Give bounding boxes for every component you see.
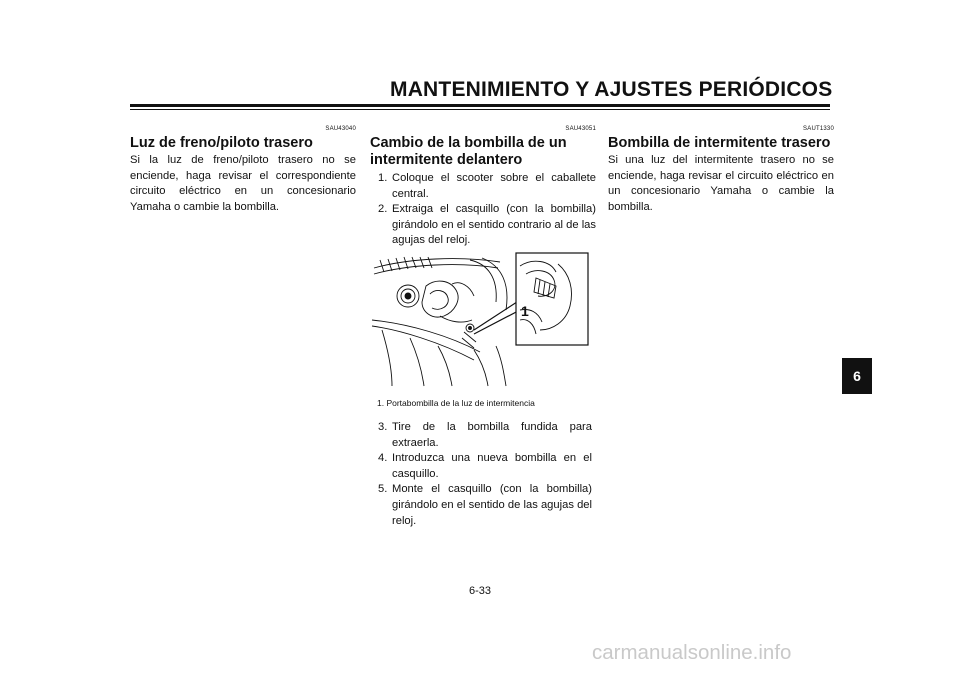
section-body: Si la luz de freno/piloto trasero no se enciende, haga revisar el correspondiente circuito eléctrico en un concesionario Yamaha o cambie la bombilla.: [130, 154, 356, 213]
steps-list: [370, 420, 592, 529]
step-text: Monte el casquillo (con la bombilla) girándolo en el sentido de las agujas del reloj.: [392, 483, 592, 527]
step-number: 5.: [378, 483, 388, 496]
list-item: [370, 420, 592, 451]
step-number: 4.: [378, 452, 388, 465]
section-heading: Bombilla de intermitente trasero: [608, 135, 831, 151]
steps-list-continued: [370, 418, 592, 529]
step-text: Extraiga el casquillo (con la bombilla) girándolo en el sentido contrario al de las agujas del reloj.: [392, 203, 596, 247]
step-text: Tire de la bombilla fundida para extraerla.: [392, 421, 592, 449]
section-front-turn-signal: [370, 126, 596, 249]
steps-list: [370, 171, 596, 249]
list-item: [370, 202, 596, 249]
step-number: 2.: [378, 203, 388, 216]
section-code: SAUT1330: [803, 126, 834, 132]
step-text: Coloque el scooter sobre el caballete central.: [392, 172, 596, 200]
section-body: Si una luz del intermitente trasero no se enciende, haga revisar el circuito eléctrico en un concesionario Yamaha o cambie la bombilla.: [608, 154, 834, 213]
step-number: 3.: [378, 421, 388, 433]
list-item: [370, 171, 596, 202]
section-code: SAU43040: [325, 126, 356, 132]
turn-signal-illustration: [370, 250, 592, 388]
figure-caption: 1. Portabombilla de la luz de intermitencia: [377, 398, 535, 408]
watermark: carmanualsonline.info: [592, 641, 792, 664]
step-number: 1.: [378, 172, 388, 184]
list-item: [370, 451, 592, 482]
section-heading: Luz de freno/piloto trasero: [130, 135, 313, 151]
list-item: [370, 482, 592, 529]
page-number: 6-33: [468, 585, 492, 597]
figure-callout-number: 1: [521, 303, 529, 319]
page-header-title: MANTENIMIENTO Y AJUSTES PERIÓDICOS: [390, 78, 833, 101]
section-rear-turn-signal: [608, 126, 834, 215]
header-rule: [130, 104, 830, 107]
chapter-tab: 6: [842, 358, 872, 394]
section-brake-tail-light: [130, 126, 356, 215]
section-heading: Cambio de la bombilla de un intermitente delantero: [370, 135, 567, 168]
header-rule-thin: [130, 109, 830, 110]
section-code: SAU43051: [565, 126, 596, 132]
step-text: Introduzca una nueva bombilla en el casquillo.: [392, 452, 592, 480]
